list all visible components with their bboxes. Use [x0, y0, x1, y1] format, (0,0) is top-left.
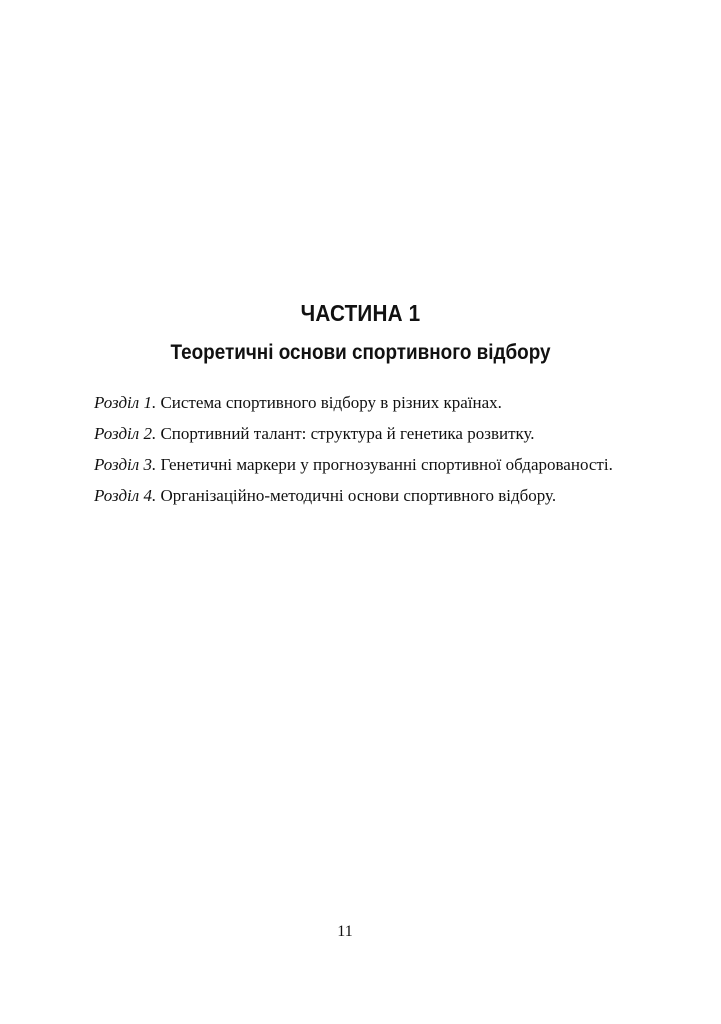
section-entry — [62, 423, 628, 445]
section-text: Організаційно-методичні основи спортивного відбору. — [156, 486, 557, 505]
part-subtitle: Теоретичні основи спортивного відбору — [170, 341, 551, 364]
part-title: ЧАСТИНА 1 — [300, 300, 421, 326]
page-number: 11 — [337, 923, 353, 940]
section-label: Розділ 3. — [94, 455, 157, 474]
section-text: Генетичні маркери у прогнозуванні спортивної обдарованості. — [156, 455, 613, 474]
section-label: Розділ 4. — [94, 486, 157, 505]
section-text: Система спортивного відбору в різних країнах. — [156, 393, 502, 412]
section-text: Спортивний талант: структура й генетика розвитку. — [156, 424, 535, 443]
section-entry — [62, 454, 628, 476]
section-entry — [62, 392, 628, 414]
section-label: Розділ 2. — [94, 424, 157, 443]
section-label: Розділ 1. — [94, 393, 157, 412]
sections-list — [62, 392, 628, 516]
section-entry — [62, 485, 628, 507]
